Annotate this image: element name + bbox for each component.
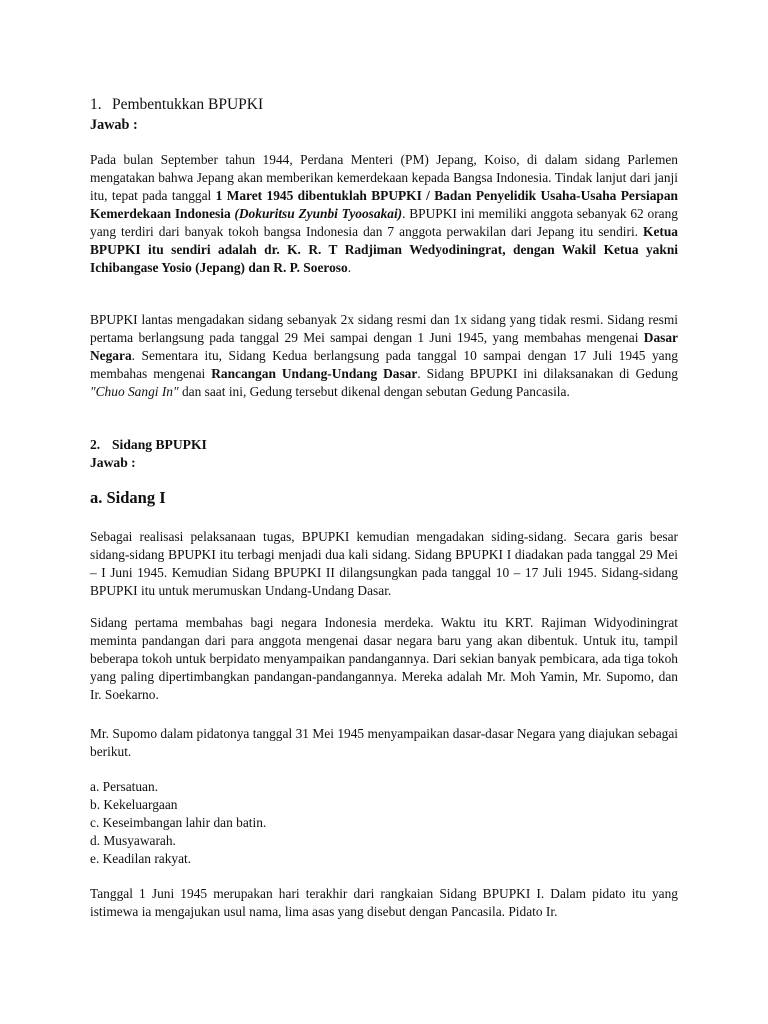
section-2-paragraph-4: Tanggal 1 Juni 1945 merupakan hari terakhir dari rangkaian Sidang BPUPKI I. Dalam pidato itu yang istimewa ia mengajukan usul nama, lima asas yang disebut dengan Pancasila. Pidato Ir. [90,886,678,919]
section-2-number: 2. [90,437,101,452]
section-2-paragraph-2: Sidang pertama membahas bagi negara Indonesia merdeka. Waktu itu KRT. Rajiman Widyodiningrat meminta pandangan dari para anggota mengenai dasar negara baru yang akan dibentuk. Untuk itu, tampil beberapa tokoh untuk berpidato menyampaikan pandangannya. Dari sekian banyak pembicara, ada tiga tokoh yang paling dipertimbangkan pandangan-pandangannya. Mereka adalah Mr. Moh Yamin, Mr. Supomo, dan Ir. Soekarno. [90,615,678,702]
list-item: e. Keadilan rakyat. [90,851,192,866]
section-1-paragraph-1: Pada bulan September tahun 1944, Perdana Menteri (PM) Jepang, Koiso, di dalam sidang Parlemen mengatakan bahwa Jepang akan memberikan kemerdekaan kepada Bangsa Indonesia. Tindak lanjut dari janji itu, tepat pada tanggal 1 Maret 1945 dibentuklah BPUPKI / Badan Penyelidik Usaha-Usaha Persiapan Kemerdekaan Indonesia (Dokuritsu Zyunbi Tyoosakai). BPUPKI ini memiliki anggota sebanyak 62 orang yang terdiri dari banyak tokoh bangsa Indonesia dan 7 anggota perwakilan dari Jepang itu sendiri. Ketua BPUPKI itu sendiri adalah dr. K. R. T Radjiman Wedyodiningrat, dengan Wakil Ketua yakni Ichibangase Yosio (Jepang) dan R. P. Soeroso. [90,152,678,275]
section-2-paragraph-3: Mr. Supomo dalam pidatonya tanggal 31 Mei 1945 menyampaikan dasar-dasar Negara yang diajukan sebagai berikut. [90,726,678,759]
section-2-title: Sidang BPUPKI [112,437,207,452]
list-item: b. Kekeluargaan [90,797,178,812]
section-1-number: 1. [90,96,102,113]
section-2-jawab: Jawab : [90,455,136,470]
list-item: d. Musyawarah. [90,833,176,848]
section-1-title: Pembentukkan BPUPKI [112,96,264,113]
subheading-sidang-1: a. Sidang I [90,488,166,507]
section-2-paragraph-1: Sebagai realisasi pelaksanaan tugas, BPUPKI kemudian mengadakan siding-sidang. Secara garis besar sidang-sidang BPUPKI itu terbagi menjadi dua kali sidang. Sidang BPUPKI I diadakan pada tanggal 29 Mei – I Juni 1945. Kemudian Sidang BPUPKI II dilangsungkan pada tanggal 10 – 17 Juli 1945. Sidang-sidang BPUPKI itu untuk merumuskan Undang-Undang Dasar. [90,529,678,598]
list-item: c. Keseimbangan lahir dan batin. [90,815,267,830]
section-1-jawab: Jawab : [90,117,138,133]
section-1-heading [90,95,678,115]
list-item: a. Persatuan. [90,779,159,794]
section-2-heading [90,436,678,454]
asas-list [90,778,678,868]
section-1-paragraph-2: BPUPKI lantas mengadakan sidang sebanyak 2x sidang resmi dan 1x sidang yang tidak resmi. Sidang resmi pertama berlangsung pada tanggal 29 Mei sampai dengan 1 Juni 1945, yang membahas mengenai Dasar Negara. Sementara itu, Sidang Kedua berlangsung pada tanggal 10 sampai dengan 17 Juli 1945 yang membahas mengenai Rancangan Undang-Undang Dasar. Sidang BPUPKI ini dilaksanakan di Gedung "Chuo Sangi In" dan saat ini, Gedung tersebut dikenal dengan sebutan Gedung Pancasila. [90,312,678,399]
